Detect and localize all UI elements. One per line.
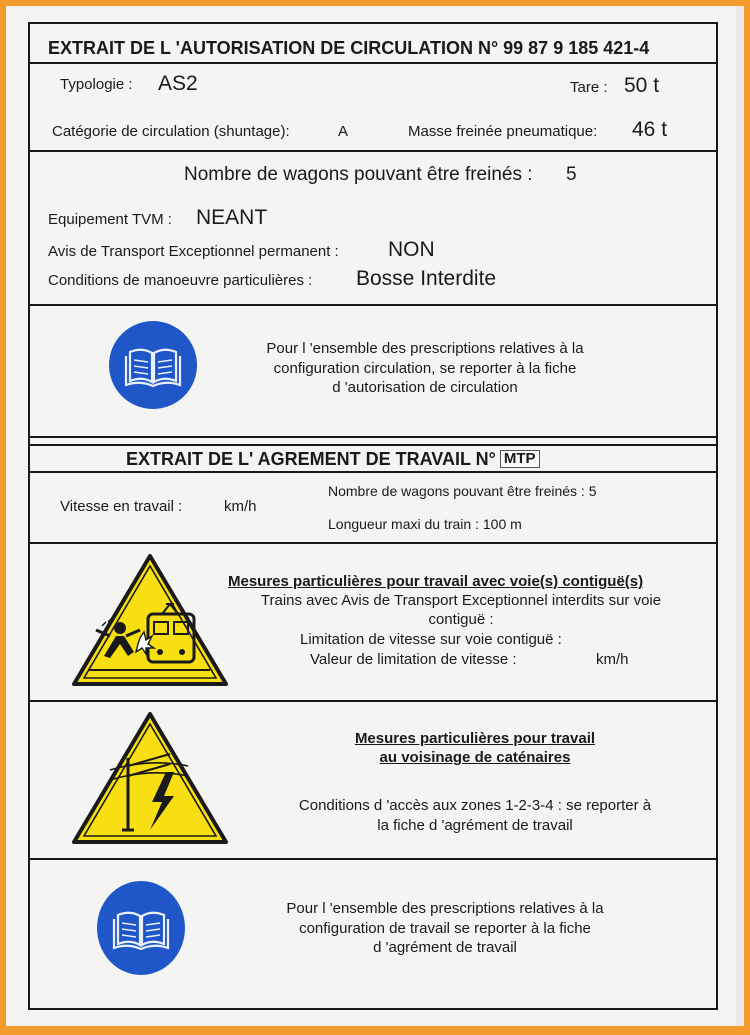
contigue-line1: Trains avec Avis de Transport Exceptionnel interdits sur voie	[260, 592, 662, 609]
divider	[30, 700, 716, 702]
tare-value: 50 t	[624, 74, 660, 97]
circulation-note-line2: configuration circulation, se reporter à la fiche	[273, 360, 577, 377]
agrement-code: MTP	[500, 450, 540, 468]
divider	[30, 858, 716, 860]
contigue-line3: Limitation de vitesse sur voie contiguë :	[300, 631, 562, 648]
book-icon	[96, 880, 186, 976]
manoeuvre-value: Bosse Interdite	[356, 267, 497, 290]
circulation-note-line3: d 'autorisation de circulation	[332, 379, 518, 396]
train-hazard-warning-icon	[70, 552, 230, 688]
catenaire-title2: au voisinage de caténaires	[379, 749, 571, 766]
ate-value: NON	[388, 238, 435, 261]
divider	[30, 436, 716, 438]
agrement-title	[126, 449, 540, 470]
contigue-line2: contiguë :	[428, 611, 494, 628]
categorie-value: A	[338, 123, 349, 140]
catenaire-title1: Mesures particulières pour travail	[354, 730, 596, 747]
tvm-label: Equipement TVM :	[48, 211, 172, 228]
wagons-value: 5	[566, 164, 577, 185]
masse-label: Masse freinée pneumatique:	[408, 123, 598, 140]
agrement-note-line3: d 'agrément de travail	[373, 939, 517, 956]
contigue-unit: km/h	[596, 651, 629, 668]
agrement-note-line1: Pour l 'ensemble des prescriptions relatives à la	[286, 900, 604, 917]
book-icon	[108, 320, 198, 410]
agrement-longueur: Longueur maxi du train : 100 m	[328, 516, 522, 532]
circulation-note-line1: Pour l 'ensemble des prescriptions relatives à la	[266, 340, 584, 357]
masse-value: 46 t	[632, 118, 668, 141]
catenaire-line2: la fiche d 'agrément de travail	[377, 817, 573, 834]
wagons-label: Nombre de wagons pouvant être freinés :	[184, 164, 533, 185]
divider	[30, 150, 716, 152]
divider	[30, 444, 716, 446]
divider	[30, 542, 716, 544]
contigue-line4: Valeur de limitation de vitesse :	[310, 651, 517, 668]
divider	[30, 471, 716, 473]
catenaire-line1: Conditions d 'accès aux zones 1-2-3-4 : se reporter à	[298, 797, 652, 814]
document-frame	[28, 22, 718, 1010]
manoeuvre-label: Conditions de manoeuvre particulières :	[48, 272, 313, 289]
agrement-note-line2: configuration de travail se reporter à la fiche	[299, 920, 591, 937]
agrement-wagons: Nombre de wagons pouvant être freinés : 5	[328, 483, 597, 499]
circulation-title: EXTRAIT DE L 'AUTORISATION DE CIRCULATION N° 99 87 9 185 421-4	[48, 38, 650, 58]
typologie-label: Typologie :	[60, 76, 133, 93]
electric-hazard-warning-icon	[70, 710, 230, 846]
divider	[30, 62, 716, 64]
vitesse-label: Vitesse en travail :	[60, 498, 183, 515]
ate-label: Avis de Transport Exceptionnel permanent :	[48, 243, 339, 260]
contigue-title: Mesures particulières pour travail avec voie(s) contiguë(s)	[228, 573, 644, 590]
categorie-label: Catégorie de circulation (shuntage):	[52, 123, 290, 140]
vitesse-unit: km/h	[224, 498, 257, 515]
tare-label: Tare :	[570, 79, 608, 96]
tvm-value: NEANT	[196, 206, 268, 229]
divider	[30, 304, 716, 306]
agrement-title-text: EXTRAIT DE L' AGREMENT DE TRAVAIL N°	[126, 449, 496, 469]
typologie-value: AS2	[158, 72, 198, 95]
